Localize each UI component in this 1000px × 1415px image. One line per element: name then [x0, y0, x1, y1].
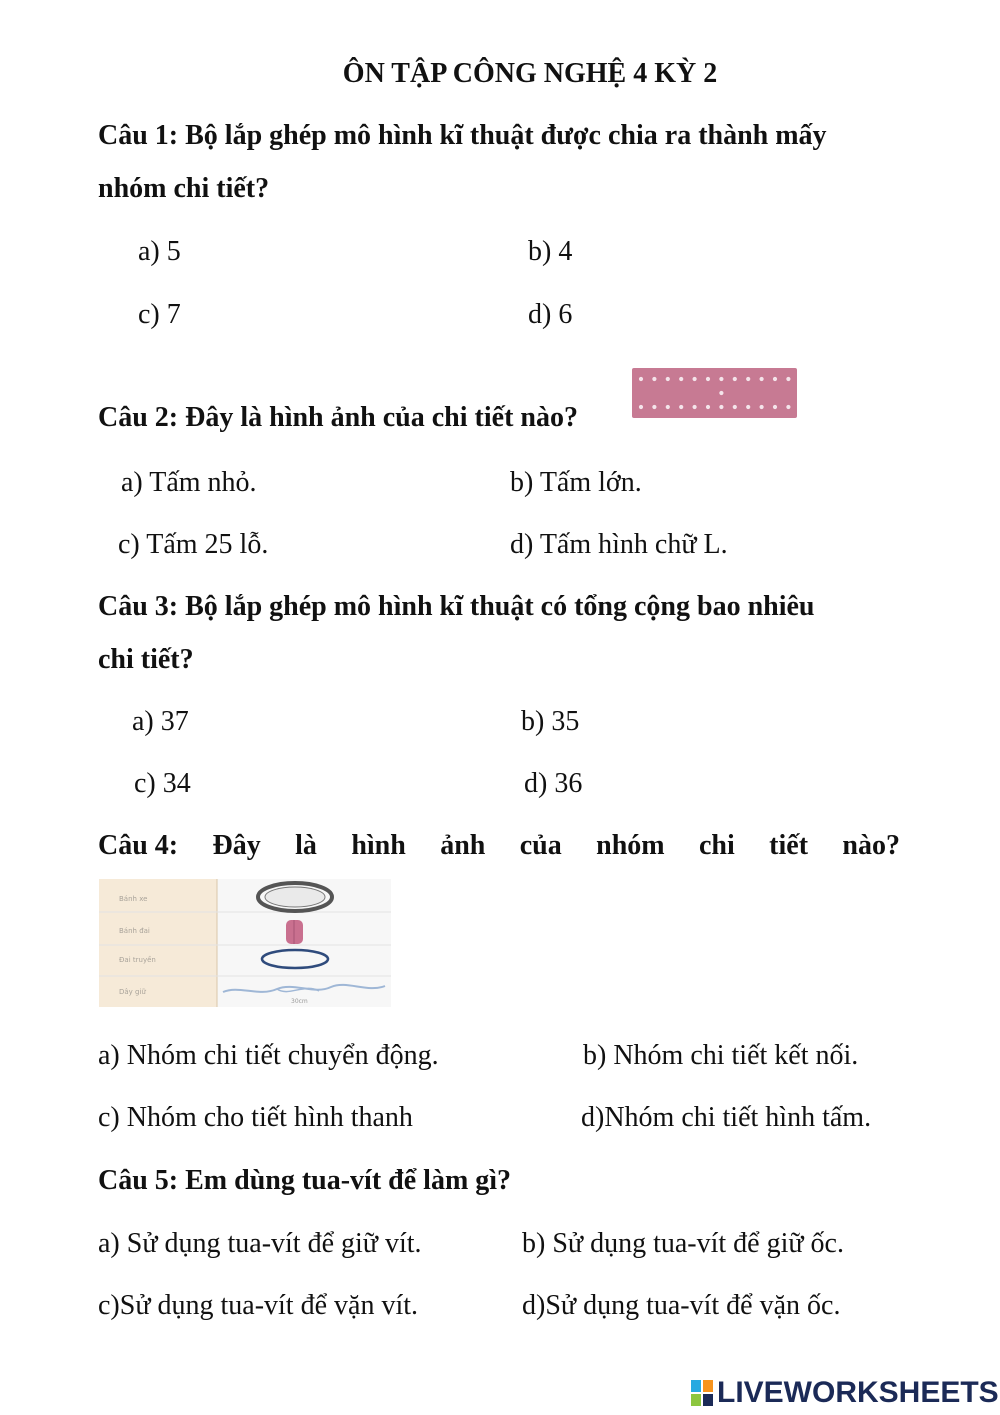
q5-option-a[interactable]: a) Sử dụng tua-vít để giữ vít.: [98, 1228, 422, 1259]
liveworksheets-logo[interactable]: [691, 1375, 999, 1411]
plate-hole: [666, 405, 670, 409]
question-5-text: Câu 5: Em dùng tua-vít để làm gì?: [98, 1165, 512, 1196]
plate-hole: [666, 377, 670, 381]
plate-hole: [706, 405, 710, 409]
brand-name: LIVEWORKSHEETS: [717, 1376, 999, 1409]
q1-option-b[interactable]: b) 4: [528, 236, 573, 267]
q4-word: nhóm: [596, 830, 665, 861]
plate-hole: [652, 377, 656, 381]
q4-word: ảnh: [440, 830, 486, 861]
plate-hole: [746, 405, 750, 409]
q4-word: của: [519, 830, 562, 861]
plate-hole: [693, 377, 697, 381]
plate-hole: [719, 391, 723, 395]
question-1-line2: nhóm chi tiết?: [98, 173, 270, 204]
plate-hole: [693, 405, 697, 409]
plate-hole: [733, 377, 737, 381]
q4-option-c[interactable]: c) Nhóm cho tiết hình thanh: [98, 1102, 413, 1133]
q3-option-d[interactable]: d) 36: [524, 768, 583, 799]
q5-option-d[interactable]: d)Sử dụng tua-vít để vặn ốc.: [522, 1290, 841, 1321]
plate-hole: [639, 377, 643, 381]
q3-option-c[interactable]: c) 34: [134, 768, 191, 799]
plate-hole: [652, 405, 656, 409]
q1-option-c[interactable]: c) 7: [138, 299, 181, 330]
moving-parts-illustration: [99, 879, 391, 1007]
question-1-line1: [98, 120, 900, 152]
plate-hole: [679, 405, 683, 409]
q4-word: Câu 4:: [98, 830, 179, 861]
plate-hole: [733, 405, 737, 409]
wheel-icon: [258, 883, 332, 911]
q2-option-a[interactable]: a) Tấm nhỏ.: [121, 467, 257, 498]
q4-word: chi: [699, 830, 735, 861]
length-label: 30cm: [291, 998, 308, 1005]
q4-word: tiết: [769, 830, 809, 861]
question-3-line2: chi tiết?: [98, 644, 194, 675]
q1-option-d[interactable]: d) 6: [528, 299, 573, 330]
pulley-icon: [286, 920, 303, 944]
part-label: Dây giữ: [119, 988, 146, 996]
q2-option-b[interactable]: b) Tấm lớn.: [510, 467, 642, 498]
q3-option-a[interactable]: a) 37: [132, 706, 189, 737]
plate-hole: [760, 377, 764, 381]
perforated-plate-image: [632, 368, 797, 418]
q4-word: nào?: [842, 830, 900, 861]
q4-word: Đây: [212, 830, 261, 861]
plate-hole: [706, 377, 710, 381]
q3-option-b[interactable]: b) 35: [521, 706, 580, 737]
part-label: Đai truyền: [119, 956, 156, 964]
q4-option-d[interactable]: d)Nhóm chi tiết hình tấm.: [581, 1102, 872, 1133]
question-3-line1: Câu 3: Bộ lắp ghép mô hình kĩ thuật có tổng cộng bao nhiêu: [98, 591, 815, 622]
label-column: [99, 879, 217, 1007]
plate-hole: [719, 377, 723, 381]
q4-option-b[interactable]: b) Nhóm chi tiết kết nối.: [583, 1040, 859, 1071]
plate-hole: [773, 377, 777, 381]
plate-hole: [679, 377, 683, 381]
plate-hole: [719, 405, 723, 409]
q1-option-a[interactable]: a) 5: [138, 236, 181, 267]
q2-option-d[interactable]: d) Tấm hình chữ L.: [510, 529, 728, 560]
q4-word: là: [295, 830, 317, 861]
q4-word: hình: [351, 830, 406, 861]
question-4-text: [98, 830, 900, 862]
q5-option-b[interactable]: b) Sử dụng tua-vít để giữ ốc.: [522, 1228, 844, 1259]
belt-icon: [262, 950, 328, 968]
part-label: Bánh xe: [119, 895, 148, 903]
q4-option-a[interactable]: a) Nhóm chi tiết chuyển động.: [98, 1040, 439, 1071]
moving-parts-image: [99, 879, 391, 1007]
plate-hole: [760, 405, 764, 409]
plate-holes: [632, 368, 797, 418]
plate-hole: [773, 405, 777, 409]
plate-hole: [786, 377, 790, 381]
plate-hole: [786, 405, 790, 409]
question-2-text: Câu 2: Đây là hình ảnh của chi tiết nào?: [98, 402, 578, 433]
q5-option-c[interactable]: c)Sử dụng tua-vít để vặn vít.: [98, 1290, 419, 1321]
liveworksheets-logo-icon: [691, 1380, 713, 1406]
question-1-text: Câu 1: Bộ lắp ghép mô hình kĩ thuật được chia ra thành mấy: [98, 120, 827, 151]
plate-hole: [746, 377, 750, 381]
plate-hole: [639, 405, 643, 409]
q2-option-c[interactable]: c) Tấm 25 lỗ.: [118, 529, 269, 560]
part-label: Bánh đai: [119, 927, 150, 935]
page-title: ÔN TẬP CÔNG NGHỆ 4 KỲ 2: [342, 58, 718, 89]
